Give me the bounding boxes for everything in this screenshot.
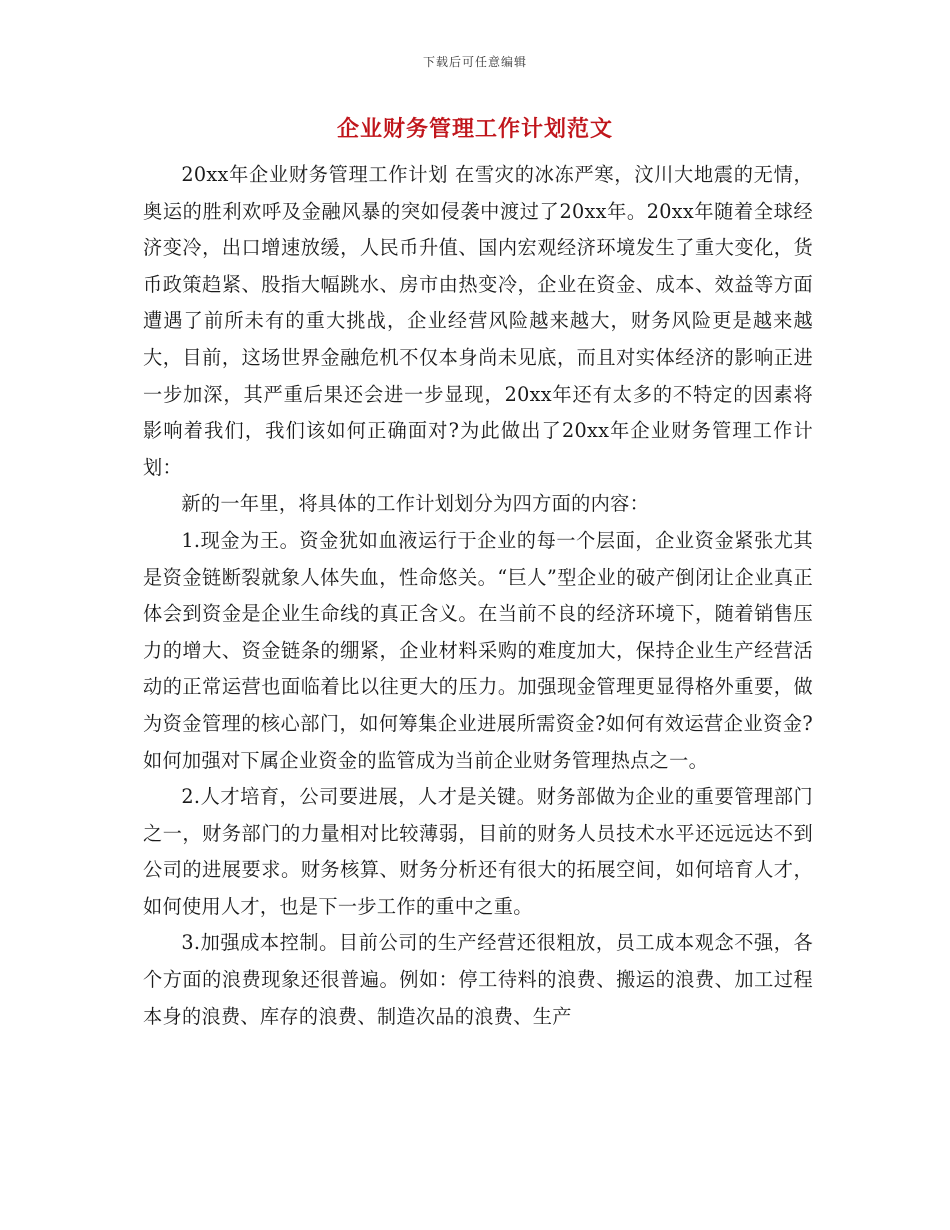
paragraph-overview: 新的一年里，将具体的工作计划划分为四方面的内容： — [181, 492, 650, 516]
header-note: 下载后可任意编辑 — [422, 55, 527, 69]
paragraph-cost: 3.加强成本控制。目前公司的生产经营还很粗放，员工成本观念不强，各个方面的浪费现象还很普遍。例如：停工待料的浪费、搬运的浪费、加工过程本身的浪费、库存的浪费、制造次品的浪费、生产 — [143, 931, 813, 1028]
document-body — [143, 157, 813, 1035]
paragraph-talent: 2.人才培育，公司要进展，人才是关键。财务部做为企业的重要管理部门之一，财务部门的力量相对比较薄弱，目前的财务人员技术水平还远远达不到公司的进展要求。财务核算、财务分析还有很大的拓展空间，如何培育人才，如何使用人才，也是下一步工作的重中之重。 — [143, 785, 813, 918]
document-title: 企业财务管理工作计划范文 — [336, 116, 613, 142]
paragraph-cash: 1.现金为王。资金犹如血液运行于企业的每一个层面，企业资金紧张尤其是资金链断裂就象人体失血，性命悠关。“巨人”型企业的破产倒闭让企业真正体会到资金是企业生命线的真正含义。在当前不良的经济环境下，随着销售压力的增大、资金链条的绷紧，企业材料采购的难度加大，保持企业生产经营活动的正常运营也面临着比以往更大的压力。加强现金管理更显得格外重要，做为资金管理的核心部门，如何筹集企业进展所需资金?如何有效运营企业资金?如何加强对下属企业资金的监管成为当前企业财务管理热点之一。 — [143, 528, 813, 772]
paragraph-intro: 20xx年企业财务管理工作计划 在雪灾的冰冻严寒，汶川大地震的无情，奥运的胜利欢呼及金融风暴的突如侵袭中渡过了20xx年。20xx年随着全球经济变冷，出口增速放缓，人民币升值、国内宏观经济环境发生了重大变化，货币政策趋紧、股指大幅跳水、房市由热变冷，企业在资金、成本、效益等方面遭遇了前所未有的重大挑战，企业经营风险越来越大，财务风险更是越来越大，目前，这场世界金融危机不仅本身尚未见底，而且对实体经济的影响正进一步加深，其严重后果还会进一步显现，20xx年还有太多的不特定的因素将影响着我们，我们该如何正确面对?为此做出了20xx年企业财务管理工作计划： — [143, 163, 813, 479]
